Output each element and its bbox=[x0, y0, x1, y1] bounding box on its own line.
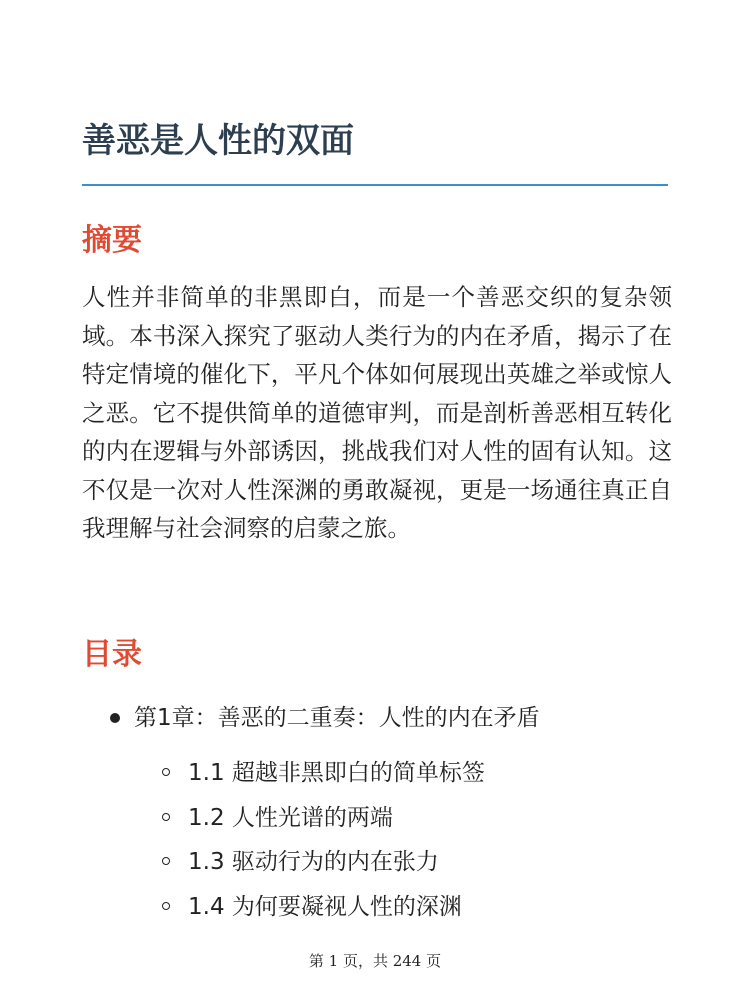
toc-section-label: 1.1 超越非黑即白的简单标签 bbox=[188, 760, 485, 786]
toc-section-label: 1.4 为何要凝视人性的深渊 bbox=[188, 894, 462, 920]
bullet-circle-icon bbox=[162, 857, 170, 865]
toc-heading: 目录 bbox=[82, 637, 142, 672]
abstract-paragraph: 人性并非简单的非黑即白，而是一个善恶交织的复杂领域。本书深入探究了驱动人类行为的内在矛盾，揭示了在特定情境的催化下，平凡个体如何展现出英雄之举或惊人之恶。它不提供简单的道德审判，而是剖析善恶相互转化的内在逻辑与外部诱因，挑战我们对人性的固有认知。这不仅是一次对人性深渊的勇敢凝视，更是一场通往真正自我理解与社会洞察的启蒙之旅。 bbox=[82, 283, 672, 542]
title-divider bbox=[82, 184, 668, 186]
toc-section-label: 1.3 驱动行为的内在张力 bbox=[188, 849, 439, 875]
page-title: 善恶是人性的双面 bbox=[82, 121, 354, 161]
toc-section-label: 1.2 人性光谱的两端 bbox=[188, 805, 393, 831]
toc-chapter-label: 第1章：善恶的二重奏：人性的内在矛盾 bbox=[134, 705, 540, 731]
bullet-disc-icon bbox=[110, 713, 120, 723]
bullet-circle-icon bbox=[162, 813, 170, 821]
abstract-heading: 摘要 bbox=[82, 223, 142, 258]
bullet-circle-icon bbox=[162, 902, 170, 910]
page-number-footer: 第 1 页，共 244 页 bbox=[308, 952, 442, 970]
bullet-circle-icon bbox=[162, 768, 170, 776]
